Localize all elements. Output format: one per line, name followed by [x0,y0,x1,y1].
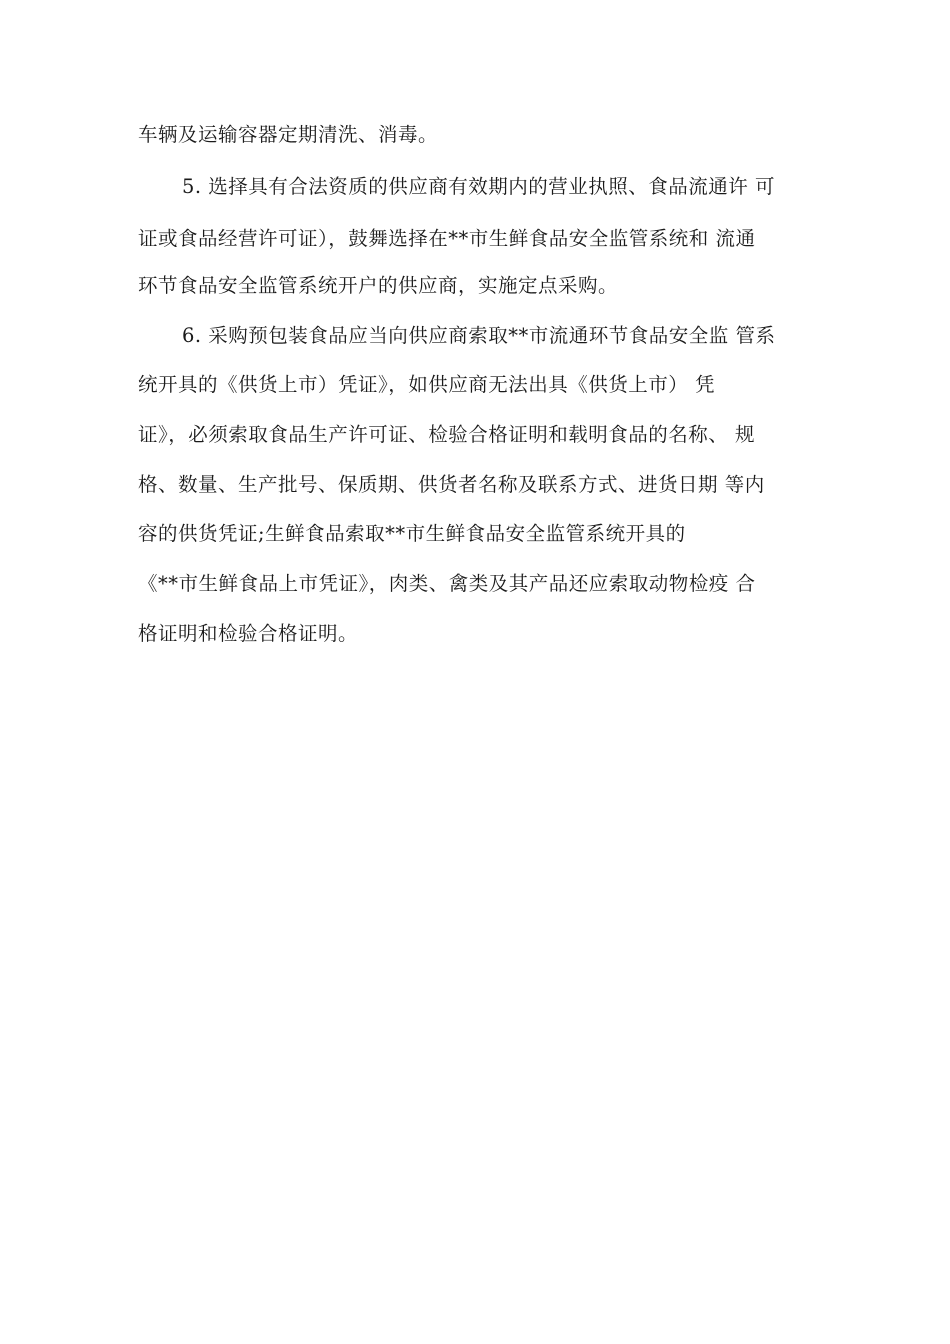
text-line-10: 《**市生鲜食品上市凭证》，肉类、禽类及其产品还应索取动物检疫 合 [138,572,756,595]
text-line-9: 容的供货凭证;生鲜食品索取**市生鲜食品安全监管系统开具的 [138,522,686,545]
text-line-5: 6. 采购预包装食品应当向供应商索取**市流通环节食品安全监 管系 [182,324,776,347]
text-line-1: 车辆及运输容器定期清洗、消毒。 [138,123,439,146]
text-line-8: 格、数量、生产批号、保质期、供货者名称及联系方式、进货日期 等内 [138,473,765,496]
text-line-7: 证》，必须索取食品生产许可证、检验合格证明和载明食品的名称、 规 [138,423,755,446]
text-line-6: 统开具的《供货上市）凭证》，如供应商无法出具《供货上市） 凭 [138,373,715,396]
text-line-11: 格证明和检验合格证明。 [138,622,359,645]
text-line-4: 环节食品安全监管系统开户的供应商，实施定点采购。 [138,274,619,297]
text-line-3: 证或食品经营许可证），鼓舞选择在**市生鲜食品安全监管系统和 流通 [138,227,756,250]
text-line-2: 5. 选择具有合法资质的供应商有效期内的营业执照、食品流通许 可 [182,175,776,198]
